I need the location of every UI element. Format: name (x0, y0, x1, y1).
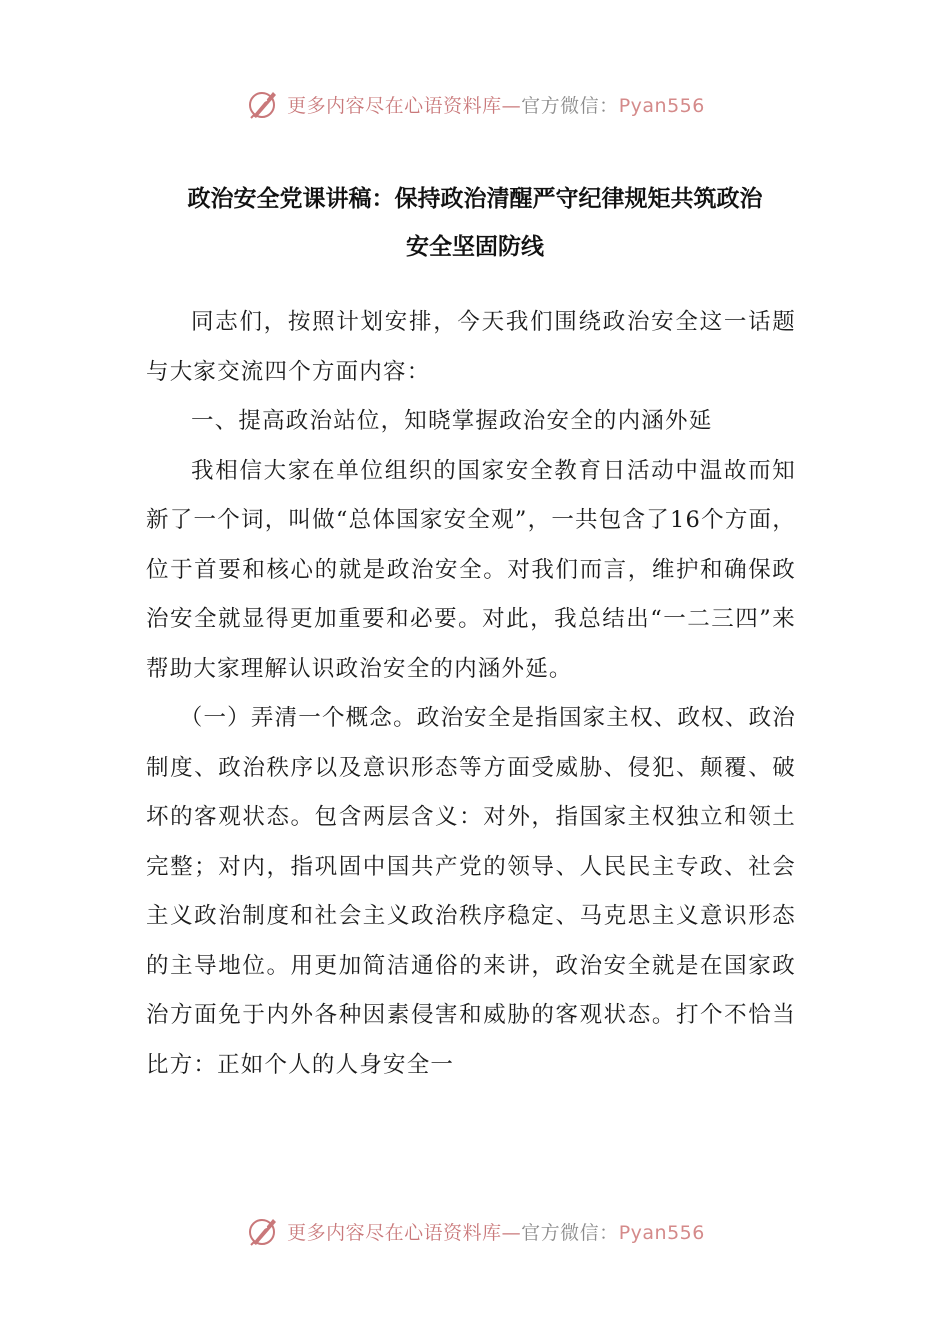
title-line-2: 安全坚固防线 (406, 234, 544, 260)
paragraph-intro: 同志们，按照计划安排，今天我们围绕政治安全这一话题与大家交流四个方面内容： (146, 309, 796, 385)
header-banner (0, 84, 950, 124)
quill-pen-logo-icon (245, 86, 281, 122)
quill-pen-logo-icon (245, 1213, 281, 1249)
footer-banner (0, 1211, 950, 1251)
wechat-id: Pyan556 (618, 94, 705, 117)
banner-text: 更多内容尽在心语资料库—官方微信：Pyan556 (287, 94, 705, 117)
section-heading-1: 一、提高政治站位，知晓掌握政治安全的内涵外延 (191, 408, 713, 434)
wechat-id: Pyan556 (618, 1221, 705, 1244)
title-line-1: 政治安全党课讲稿：保持政治清醒严守纪律规矩共筑政治 (187, 186, 763, 212)
paragraph-national-security: 我相信大家在单位组织的国家安全教育日活动中温故而知新了一个词，叫做“总体国家安全观”，一共包含了16个方面，位于首要和核心的就是政治安全。对我们而言，维护和确保政治安全就显得更加重要和必要。对此，我总结出“一二三四”来帮助大家理解认识政治安全的内涵外延。 (146, 457, 796, 682)
document-body (146, 298, 796, 1090)
paragraph-concept: （一）弄清一个概念。政治安全是指国家主权、政权、政治制度、政治秩序以及意识形态等方面受威胁、侵犯、颠覆、破坏的客观状态。包含两层含义：对外，指国家主权独立和领土完整；对内，指巩固中国共产党的领导、人民民主专政、社会主义政治制度和社会主义政治秩序稳定、马克思主义意识形态的主导地位。用更加简洁通俗的来讲，政治安全就是在国家政治方面免于内外各种因素侵害和威胁的客观状态。打个不恰当比方：正如个人的人身安全一 (146, 705, 796, 1078)
document-title (130, 175, 820, 271)
banner-text: 更多内容尽在心语资料库—官方微信：Pyan556 (287, 1221, 705, 1244)
